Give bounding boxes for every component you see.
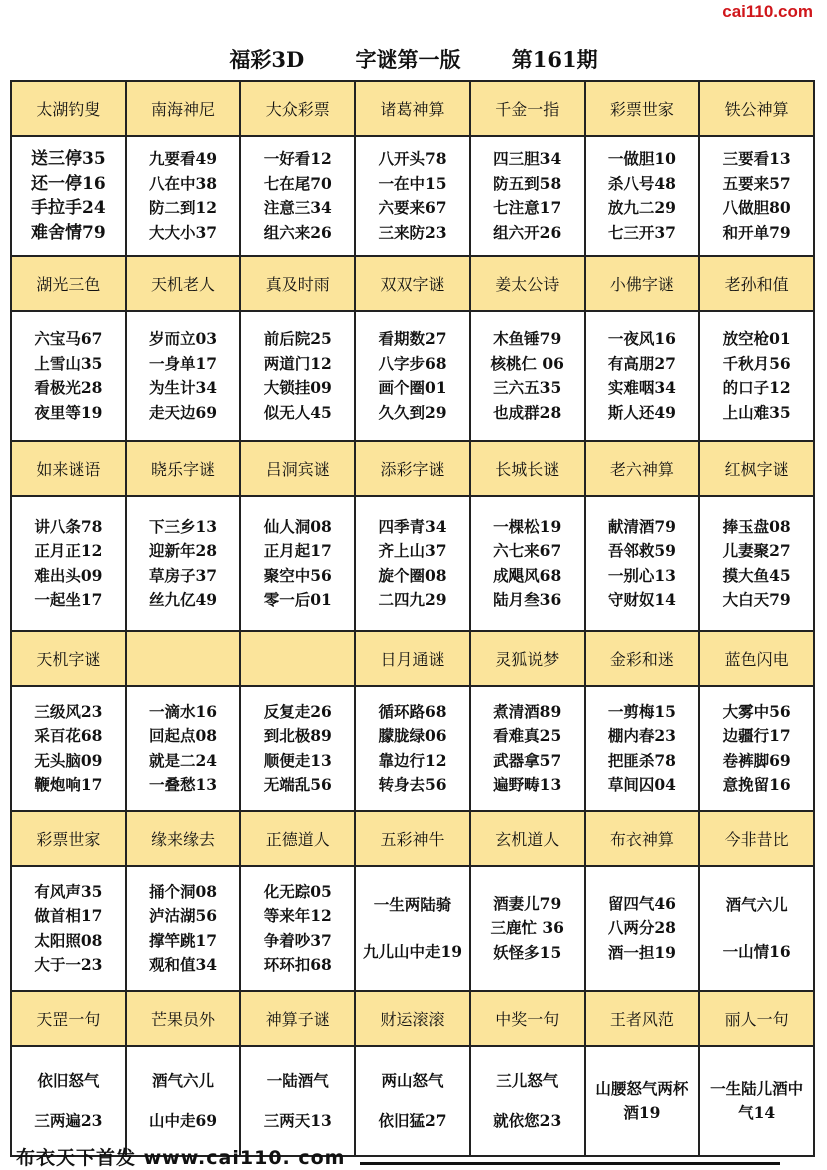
- riddle-line: 就依您23: [493, 1110, 562, 1130]
- riddle-line: 七注意17: [493, 198, 562, 217]
- riddle-cell: [127, 867, 242, 992]
- riddle-line: 煮清酒89: [493, 701, 562, 721]
- riddle-line: 旋个圈08: [378, 565, 447, 585]
- riddle-line: 六要来67: [378, 198, 447, 217]
- column-header: 日月通谜: [356, 632, 471, 687]
- riddle-line: 顺便走13: [263, 750, 332, 770]
- riddle-line: 无端乱56: [263, 775, 332, 794]
- riddle-cell: [356, 137, 471, 257]
- riddle-cell: [241, 137, 356, 257]
- riddle-line: 一身单17: [149, 353, 218, 373]
- riddle-cell: [241, 312, 356, 442]
- riddle-line: 放空枪01: [722, 329, 791, 348]
- riddle-line: 捅个洞08: [149, 881, 218, 901]
- riddle-cell: [241, 497, 356, 632]
- riddle-line: 酒妻儿79: [493, 893, 562, 913]
- riddle-line: 注意三34: [263, 198, 332, 217]
- riddle-line: 千秋月56: [722, 353, 791, 373]
- riddle-line: 走天边69: [149, 402, 218, 422]
- column-header: 五彩神牛: [356, 812, 471, 867]
- riddle-cell: [12, 1047, 127, 1157]
- riddle-line: 画个圈01: [378, 378, 447, 397]
- riddle-line: 手拉手24: [31, 198, 106, 218]
- riddle-cell: [471, 1047, 586, 1157]
- riddle-line: 棚内春23: [607, 726, 676, 745]
- riddle-line: 有风声35: [34, 881, 103, 901]
- riddle-cell: [127, 1047, 242, 1157]
- riddle-line: 迎新年28: [149, 541, 218, 560]
- riddle-line: 反复走26: [263, 701, 332, 721]
- column-header: 财运滚滚: [356, 992, 471, 1047]
- riddle-line: 三儿怒气: [496, 1070, 559, 1090]
- riddle-line: 正月起17: [263, 541, 332, 560]
- riddle-line: 环环扣68: [263, 955, 332, 974]
- riddle-line: 两道门12: [263, 353, 332, 373]
- riddle-line: 采百花68: [34, 726, 103, 745]
- riddle-line: 到北极89: [263, 726, 332, 745]
- riddle-line: 草房子37: [149, 565, 218, 585]
- riddle-line: 看难真25: [493, 726, 562, 745]
- column-header: 蓝色闪电: [700, 632, 815, 687]
- column-header: 南海神尼: [127, 82, 242, 137]
- column-header: 缘来缘去: [127, 812, 242, 867]
- riddle-line: 三两遍23: [34, 1110, 103, 1130]
- riddle-line: 九儿山中走19: [362, 942, 463, 961]
- riddle-line: 为生计34: [149, 378, 218, 397]
- footer-text: 布衣天下首发 www.cai110. com: [16, 1147, 346, 1169]
- riddle-line: 山中走69: [149, 1110, 218, 1130]
- riddle-line: 木鱼锤79: [493, 329, 562, 348]
- riddle-line: 杀八号48: [607, 173, 676, 193]
- column-header: 神算子谜: [241, 992, 356, 1047]
- column-header: 晓乐字谜: [127, 442, 242, 497]
- riddle-line: 意挽留16: [722, 775, 791, 794]
- riddle-cell: [356, 497, 471, 632]
- title-issue: 第161期: [511, 47, 598, 72]
- column-header: 长城长谜: [471, 442, 586, 497]
- riddle-line: 八做胆80: [722, 198, 791, 217]
- riddle-cell: [12, 312, 127, 442]
- column-header: 如来谜语: [12, 442, 127, 497]
- riddle-cell: [471, 867, 586, 992]
- riddle-line: 留四气46: [607, 893, 676, 913]
- column-header: 姜太公诗: [471, 257, 586, 312]
- riddle-line: 捧玉盘08: [722, 516, 791, 536]
- riddle-cell: [241, 867, 356, 992]
- column-header: 王者风范: [586, 992, 701, 1047]
- riddle-line: 八两分28: [607, 918, 676, 938]
- column-header: 中奖一句: [471, 992, 586, 1047]
- riddle-line: 把匪杀78: [607, 750, 676, 770]
- riddle-line: 太阳照08: [34, 930, 103, 950]
- riddle-line: 防五到58: [493, 173, 562, 193]
- riddle-line: 前后院25: [263, 329, 332, 348]
- riddle-cell: [356, 687, 471, 812]
- riddle-line: 一做胆10: [607, 149, 676, 168]
- riddle-line: 零一后01: [263, 590, 332, 609]
- riddle-line: 化无踪05: [263, 881, 332, 901]
- riddle-line: 五要来57: [722, 173, 791, 193]
- riddle-line: 卷裤脚69: [722, 750, 791, 770]
- riddle-line: 四季青34: [378, 516, 447, 536]
- riddle-cell: [586, 137, 701, 257]
- riddle-cell: [127, 312, 242, 442]
- riddle-line: 一陆酒气: [266, 1070, 329, 1090]
- riddle-cell: [586, 867, 701, 992]
- riddle-line: 组六开26: [493, 222, 562, 242]
- riddle-line: 的口子12: [722, 378, 791, 397]
- riddle-line: 边疆行17: [722, 726, 791, 745]
- riddle-line: 鞭炮响17: [34, 775, 103, 794]
- riddle-cell: [241, 1047, 356, 1157]
- riddle-cell: [12, 687, 127, 812]
- riddle-cell: [12, 497, 127, 632]
- riddle-line: 上山难35: [722, 402, 791, 422]
- column-header: 大众彩票: [241, 82, 356, 137]
- riddle-line: 摸大鱼45: [722, 565, 791, 585]
- riddle-line: 防二到12: [149, 198, 218, 217]
- riddle-line: 讲八条78: [34, 516, 103, 536]
- column-header: 千金一指: [471, 82, 586, 137]
- riddle-line: 依旧猛27: [378, 1110, 447, 1130]
- riddle-line: 四三胆34: [493, 149, 562, 168]
- riddle-line: 守财奴14: [607, 590, 676, 609]
- riddle-line: 回起点08: [149, 726, 218, 745]
- column-header: [127, 632, 242, 687]
- column-header: 今非昔比: [700, 812, 815, 867]
- column-header: 湖光三色: [12, 257, 127, 312]
- column-header: 正德道人: [241, 812, 356, 867]
- riddle-line: 一滴水16: [149, 701, 218, 721]
- riddle-line: 斯人还49: [607, 402, 676, 422]
- riddle-cell: [700, 1047, 815, 1157]
- riddle-line: 酒气六儿: [725, 894, 788, 914]
- column-header: 红枫字谜: [700, 442, 815, 497]
- column-header: 芒果员外: [127, 992, 242, 1047]
- riddle-cell: [700, 137, 815, 257]
- riddle-line: 似无人45: [263, 402, 332, 422]
- riddle-line: 酒气六儿: [152, 1070, 215, 1090]
- riddle-cell: [471, 497, 586, 632]
- riddle-line: 七在尾70: [263, 173, 332, 193]
- riddle-line: 泸沽湖56: [149, 906, 218, 925]
- column-header: 玄机道人: [471, 812, 586, 867]
- riddle-line: 两山怒气: [381, 1070, 444, 1090]
- riddle-line: 一起坐17: [34, 590, 103, 609]
- column-header: 天罡一句: [12, 992, 127, 1047]
- riddle-line: 一好看12: [263, 149, 332, 168]
- riddle-line: 组六来26: [263, 222, 332, 242]
- riddle-line: 难舍情79: [31, 222, 106, 243]
- riddle-line: 武器拿57: [493, 750, 562, 770]
- riddle-line: 儿妻聚27: [722, 541, 791, 560]
- riddle-cell: [471, 137, 586, 257]
- riddle-line: 山腰怒气两杯酒19: [595, 1078, 689, 1122]
- riddle-cell: [127, 687, 242, 812]
- column-header: 老六神算: [586, 442, 701, 497]
- riddle-cell: [700, 497, 815, 632]
- riddle-cell: [586, 1047, 701, 1157]
- column-header: 布衣神算: [586, 812, 701, 867]
- column-header: 诸葛神算: [356, 82, 471, 137]
- riddle-line: 一叠愁13: [149, 775, 218, 794]
- riddle-line: 还一停16: [31, 173, 106, 194]
- riddle-line: 一夜风16: [607, 329, 676, 348]
- column-header: 金彩和迷: [586, 632, 701, 687]
- column-header: 天机字谜: [12, 632, 127, 687]
- column-header: 吕洞宾谜: [241, 442, 356, 497]
- riddle-line: 三两天13: [263, 1110, 332, 1130]
- riddle-cell: [356, 1047, 471, 1157]
- riddle-line: 三六五35: [493, 378, 562, 397]
- riddle-cell: [12, 137, 127, 257]
- riddle-line: 七三开37: [607, 222, 676, 242]
- riddle-line: 转身去56: [378, 775, 447, 794]
- column-header: 双双字谜: [356, 257, 471, 312]
- riddle-line: 大于一23: [34, 955, 103, 974]
- riddle-line: 吾邻救59: [607, 541, 676, 560]
- riddle-line: 就是二24: [149, 750, 218, 770]
- riddle-line: 一剪梅15: [607, 701, 676, 721]
- riddle-line: 也成群28: [493, 402, 562, 422]
- riddle-line: 九要看49: [149, 149, 218, 168]
- column-header: 灵狐说梦: [471, 632, 586, 687]
- riddle-line: 妖怪多15: [493, 942, 562, 962]
- column-header: 丽人一句: [700, 992, 815, 1047]
- riddle-line: 酒一担19: [607, 942, 676, 962]
- riddle-cell: [356, 312, 471, 442]
- riddle-cell: [586, 687, 701, 812]
- riddle-line: 一在中15: [378, 173, 447, 193]
- column-header: 铁公神算: [700, 82, 815, 137]
- riddle-line: 三鹿忙 36: [490, 918, 564, 938]
- riddle-cell: [586, 497, 701, 632]
- riddle-line: 八在中38: [149, 173, 218, 193]
- riddle-line: 成飓风68: [493, 565, 562, 585]
- riddle-line: 夜里等19: [34, 402, 103, 422]
- riddle-table: [10, 80, 815, 1157]
- riddle-line: 遍野畴13: [493, 775, 562, 794]
- riddle-line: 岁而立03: [149, 329, 218, 348]
- riddle-cell: [356, 867, 471, 992]
- column-header: 太湖钓叟: [12, 82, 127, 137]
- riddle-line: 久久到29: [378, 402, 447, 422]
- riddle-line: 大白天79: [722, 590, 791, 609]
- riddle-line: 一棵松19: [493, 516, 562, 536]
- riddle-line: 大雾中56: [722, 701, 791, 721]
- column-header: 添彩字谜: [356, 442, 471, 497]
- riddle-cell: [700, 867, 815, 992]
- riddle-line: 丝九亿49: [149, 590, 218, 609]
- riddle-line: 依旧怒气: [37, 1070, 100, 1090]
- riddle-line: 六宝马67: [34, 329, 103, 348]
- riddle-line: 朦胧绿06: [378, 726, 447, 745]
- title-game: 福彩3D: [229, 47, 305, 72]
- footer-rule: [360, 1162, 780, 1165]
- page-title: [0, 44, 827, 74]
- riddle-cell: [586, 312, 701, 442]
- riddle-cell: [241, 687, 356, 812]
- riddle-line: 无头脑09: [34, 750, 103, 770]
- riddle-line: 草间囚04: [607, 775, 676, 794]
- riddle-line: 等来年12: [263, 906, 332, 925]
- title-name: 字谜第一版: [355, 47, 461, 72]
- riddle-line: 大锁挂09: [263, 378, 332, 397]
- riddle-line: 看极光28: [34, 378, 103, 397]
- riddle-line: 观和值34: [149, 955, 218, 974]
- column-header: 彩票世家: [586, 82, 701, 137]
- riddle-line: 做首相17: [34, 906, 103, 925]
- riddle-cell: [471, 312, 586, 442]
- riddle-line: 八字步68: [378, 353, 447, 373]
- riddle-line: 下三乡13: [149, 516, 218, 536]
- riddle-cell: [12, 867, 127, 992]
- riddle-line: 一生两陆骑: [373, 894, 452, 914]
- riddle-cell: [700, 312, 815, 442]
- riddle-line: 一别心13: [607, 565, 676, 585]
- riddle-line: 核桃仁 06: [490, 353, 564, 373]
- riddle-line: 靠边行12: [378, 750, 447, 770]
- riddle-line: 聚空中56: [263, 565, 332, 585]
- column-header: 小佛字谜: [586, 257, 701, 312]
- riddle-line: 实难咽34: [607, 378, 676, 397]
- column-header: 真及时雨: [241, 257, 356, 312]
- riddle-cell: [127, 497, 242, 632]
- riddle-line: 上雪山35: [34, 353, 103, 373]
- riddle-cell: [471, 687, 586, 812]
- riddle-line: 二四九29: [378, 590, 447, 609]
- riddle-line: 有高朋27: [607, 353, 676, 373]
- column-header: 老孙和值: [700, 257, 815, 312]
- riddle-line: 八开头78: [378, 149, 447, 168]
- riddle-cell: [127, 137, 242, 257]
- riddle-line: 仙人洞08: [263, 516, 332, 536]
- riddle-line: 送三停35: [31, 149, 106, 169]
- riddle-line: 争着吵37: [263, 930, 332, 950]
- column-header: 天机老人: [127, 257, 242, 312]
- column-header: 彩票世家: [12, 812, 127, 867]
- riddle-line: 大大小37: [149, 222, 218, 242]
- riddle-line: 和开单79: [722, 222, 791, 242]
- riddle-line: 难出头09: [34, 565, 103, 585]
- riddle-line: 三级风23: [34, 701, 103, 721]
- site-brand: cai110.com: [722, 2, 813, 21]
- riddle-line: 一生陆儿酒中气14: [710, 1078, 804, 1122]
- riddle-line: 三来防23: [378, 222, 447, 242]
- riddle-line: 撑竿跳17: [149, 930, 218, 950]
- riddle-line: 六七来67: [493, 541, 562, 560]
- riddle-cell: [700, 687, 815, 812]
- riddle-line: 循环路68: [378, 701, 447, 721]
- riddle-line: 三要看13: [722, 149, 791, 168]
- riddle-line: 陆月叁36: [493, 590, 562, 609]
- column-header: [241, 632, 356, 687]
- riddle-line: 放九二29: [607, 198, 676, 217]
- riddle-line: 正月正12: [34, 541, 103, 560]
- riddle-line: 一山情16: [722, 942, 791, 961]
- riddle-line: 看期数27: [378, 329, 447, 348]
- riddle-line: 献清酒79: [607, 516, 676, 536]
- riddle-line: 齐上山37: [378, 541, 447, 560]
